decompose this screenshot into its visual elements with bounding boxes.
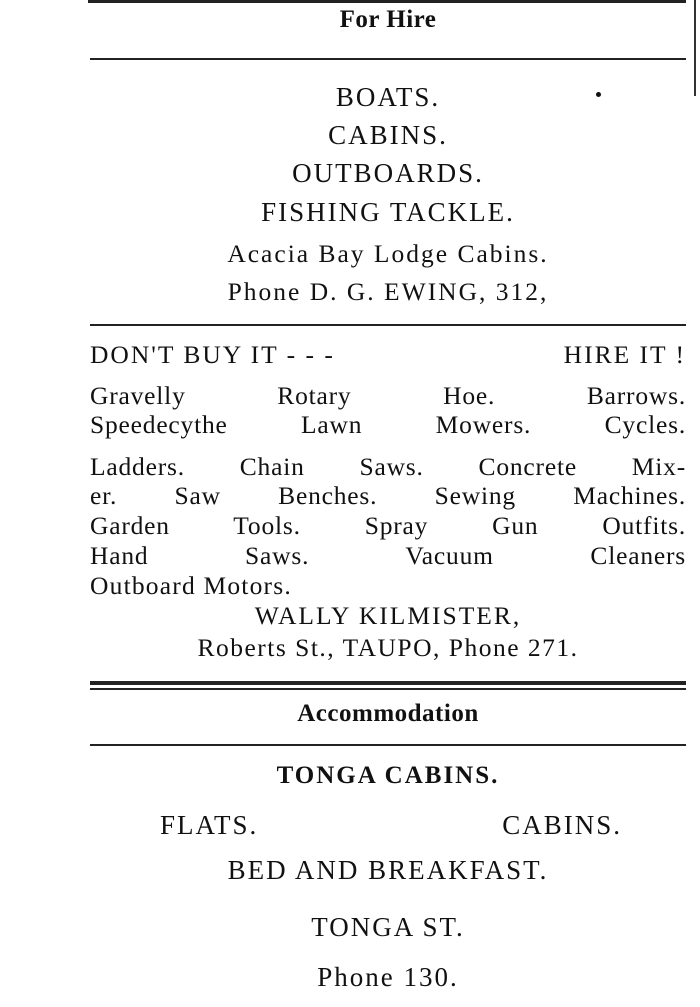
owner-name: WALLY KILMISTER,: [254, 601, 522, 630]
divider: [90, 58, 686, 60]
double-divider: [90, 681, 686, 685]
hire-headline: [90, 340, 686, 370]
equipment-line: Hand Saws. Vacuum Cleaners: [90, 541, 686, 570]
equipment-line: Speedecythe Lawn Mowers. Cycles.: [90, 410, 686, 439]
cabins-label: CABINS.: [502, 810, 622, 840]
owner-address: Roberts St., TAUPO, Phone 271.: [197, 633, 579, 662]
divider: [90, 324, 686, 326]
cabins-name: TONGA CABINS.: [276, 762, 500, 789]
location-line: Acacia Bay Lodge Cabins.: [227, 239, 549, 268]
equipment-line: er. Saw Benches. Sewing Machines.: [90, 481, 686, 510]
equipment-line: Gravelly Rotary Hoe. Barrows.: [90, 381, 686, 410]
double-divider: [90, 688, 686, 690]
headline-left: DON'T BUY IT - - -: [90, 340, 335, 369]
item-outboards: OUTBOARDS.: [292, 158, 484, 188]
contact-line: Phone D. G. EWING, 312,: [227, 277, 549, 306]
bnb-line: BED AND BREAKFAST.: [227, 855, 549, 885]
for-hire-heading: For Hire: [339, 6, 437, 33]
street-line: TONGA ST.: [311, 912, 465, 942]
flats-label: FLATS.: [160, 810, 259, 840]
top-rule: [88, 0, 686, 3]
divider: [90, 744, 686, 746]
speck-mark: [596, 92, 601, 97]
flats-cabins-line: [160, 810, 622, 841]
phone-line: Phone 130.: [317, 962, 459, 992]
item-cabins: CABINS.: [328, 120, 448, 150]
equipment-line: Garden Tools. Spray Gun Outfits.: [90, 511, 686, 540]
item-fishing-tackle: FISHING TACKLE.: [261, 197, 515, 227]
equipment-line: Outboard Motors.: [90, 571, 292, 600]
accommodation-heading: Accommodation: [297, 700, 479, 727]
equipment-line: Ladders. Chain Saws. Concrete Mix-: [90, 452, 686, 481]
headline-right: HIRE IT !: [563, 340, 686, 369]
item-boats: BOATS.: [335, 82, 441, 112]
column-rule: [694, 0, 696, 96]
